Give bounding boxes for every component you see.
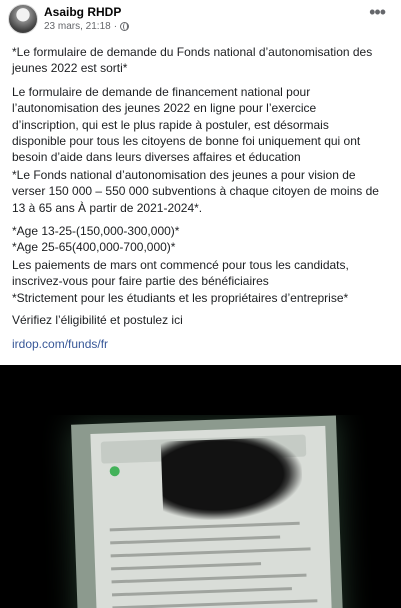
post-paragraph-4: *Age 13-25-(150,000-300,000)* *Age 25-65(400,000-700,000)* (12, 224, 180, 255)
text-line (112, 574, 307, 584)
text-line (112, 599, 317, 608)
post-timestamp[interactable]: 23 mars, 21:18 (44, 21, 111, 32)
post-link[interactable]: irdop.com/funds/fr (12, 337, 109, 351)
post-paragraph-3: *Le Fonds national d’autonomisation des jeunes a pour vision de verser 150 000 – 550 000 subventions à chaque citoyen de moins de 13 à 65 ans À partir de 2021-2024*. (12, 168, 379, 215)
phone-screen (90, 426, 332, 608)
post-paragraph-6: Vérifiez l’éligibilité et postulez ici (12, 313, 183, 327)
text-line (111, 547, 311, 557)
post-meta (44, 21, 129, 32)
text-line (111, 562, 261, 570)
green-app-icon (110, 466, 120, 476)
finger-shadow (161, 437, 304, 522)
text-line (110, 535, 280, 544)
more-options-icon[interactable]: ••• (369, 2, 385, 22)
globe-icon (120, 22, 129, 31)
phone-screen-photo (71, 415, 344, 608)
author-avatar[interactable] (8, 4, 38, 34)
meta-separator: · (113, 21, 118, 32)
author-name[interactable]: Asaibg RHDP (44, 5, 122, 19)
video-dark-area (0, 365, 401, 415)
post-video[interactable] (0, 365, 401, 608)
post-paragraph-2: Le formulaire de demande de financement national pour l’autonomisation des jeunes 2022 en ligne pour l’exercice d’inscription, qui est le plus rapide à postuler, est désormais disponible pour tous les citoyens de bonne foi uniquement qui ont besoin d’aide dans leurs diverses affaires et éducation (12, 85, 361, 165)
post-paragraph-5: Les paiements de mars ont commencé pour tous les candidats, inscrivez-vous pour faire partie des bénéficiaires *Strictement pour les étudiants et les propriétaires d’entreprise* (12, 258, 349, 305)
post-paragraph-1: *Le formulaire de demande du Fonds national d’autonomisation des jeunes 2022 est sorti* (12, 45, 373, 76)
text-line (110, 522, 300, 532)
post-header (0, 0, 401, 36)
text-line (112, 587, 292, 596)
